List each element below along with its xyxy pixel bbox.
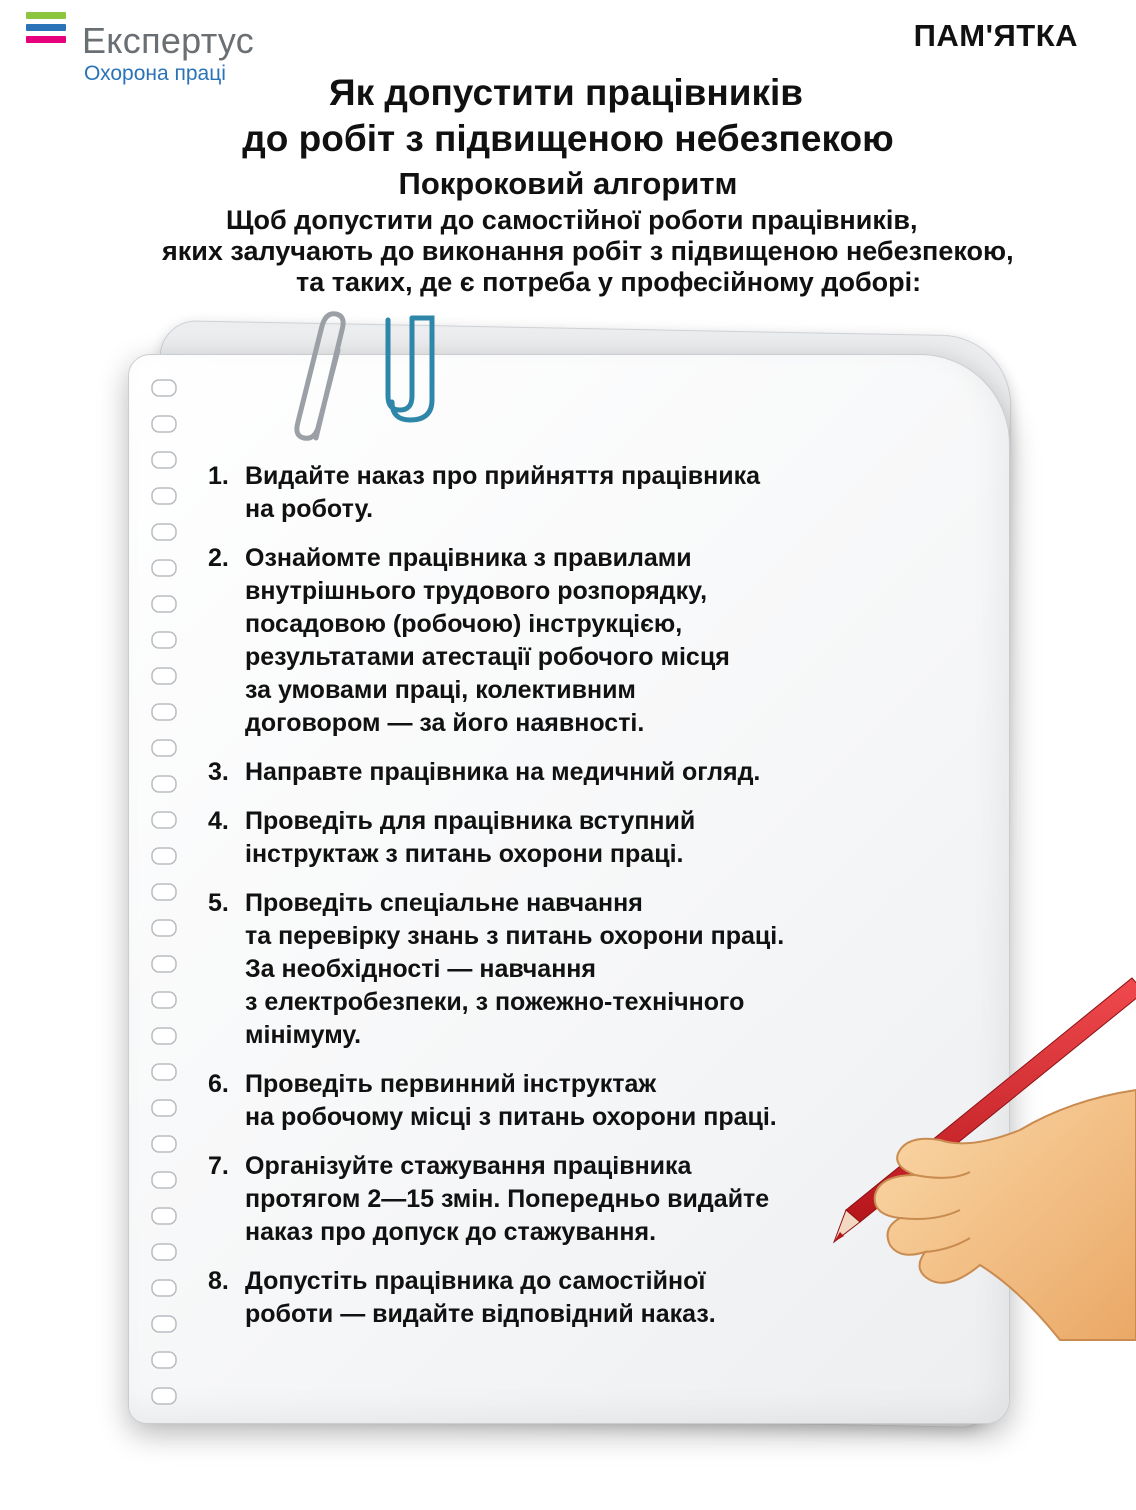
step-text: Проведіть первинний інструктаж на робочому місці з питань охорони праці. (245, 1070, 777, 1131)
step-text: Направте працівника на медичний огляд. (245, 758, 761, 786)
step-item (208, 1265, 888, 1331)
step-item (208, 805, 888, 871)
steps-list (208, 460, 888, 1347)
step-item (208, 1068, 888, 1134)
logo-bar-pink (26, 36, 66, 43)
logo-bars-icon (26, 12, 66, 48)
intro-line-2: яких залучають до виконання робіт з підвищеною небезпекою, (162, 236, 1014, 266)
step-text: Ознайомте працівника з правилами внутрішнього трудового розпорядку, посадовою (робочою) інструкцією, результатами атестації робочого місця за умовами праці, колективним договором — за його наявності. (245, 544, 730, 737)
step-text: Проведіть для працівника вступний інструктаж з питань охорони праці. (245, 807, 696, 868)
step-item (208, 460, 888, 526)
title-line-2: до робіт з підвищеною небезпекою (242, 118, 894, 159)
step-text: Організуйте стажування працівника протягом 2—15 змін. Попередньо видайте наказ про допуск до стажування. (245, 1152, 770, 1246)
title-line-1: Як допустити працівників (328, 72, 803, 113)
logo-bar-green (26, 12, 66, 19)
intro-line-1: Щоб допустити до самостійної роботи працівників, (226, 205, 918, 235)
step-number: 1. (208, 462, 229, 490)
step-item (208, 756, 888, 789)
paperclip-blue-icon (388, 318, 432, 420)
step-number: 6. (208, 1070, 229, 1098)
brand-name: Експертус (82, 20, 255, 61)
paperclips (280, 310, 460, 450)
binder-holes (146, 370, 186, 1410)
step-number: 3. (208, 758, 229, 786)
intro-line-3: та таких, де є потреба у професійному доборі: (296, 267, 922, 297)
step-number: 2. (208, 544, 229, 572)
step-text: Допустіть працівника до самостійної роботи — видайте відповідний наказ. (245, 1267, 716, 1328)
step-item (208, 542, 888, 740)
logo-bar-blue (26, 24, 66, 31)
memo-label: ПАМ'ЯТКА (913, 18, 1078, 53)
step-text: Проведіть спеціальне навчання та перевірку знань з питань охорони праці. За необхідності — навчання з електробезпеки, з пожежно-технічного мінімуму. (245, 889, 785, 1049)
step-number: 7. (208, 1152, 229, 1180)
hand-with-pen-icon (820, 960, 1136, 1380)
step-number: 5. (208, 889, 229, 917)
step-item (208, 887, 888, 1052)
step-text: Видайте наказ про прийняття працівника на роботу. (245, 462, 761, 523)
brand-subtitle: Охорона праці (84, 62, 226, 85)
paperclip-silver-icon (297, 314, 343, 439)
step-number: 4. (208, 807, 229, 835)
title-subtitle: Покроковий алгоритм (398, 166, 738, 201)
step-number: 8. (208, 1267, 229, 1295)
step-item (208, 1150, 888, 1249)
